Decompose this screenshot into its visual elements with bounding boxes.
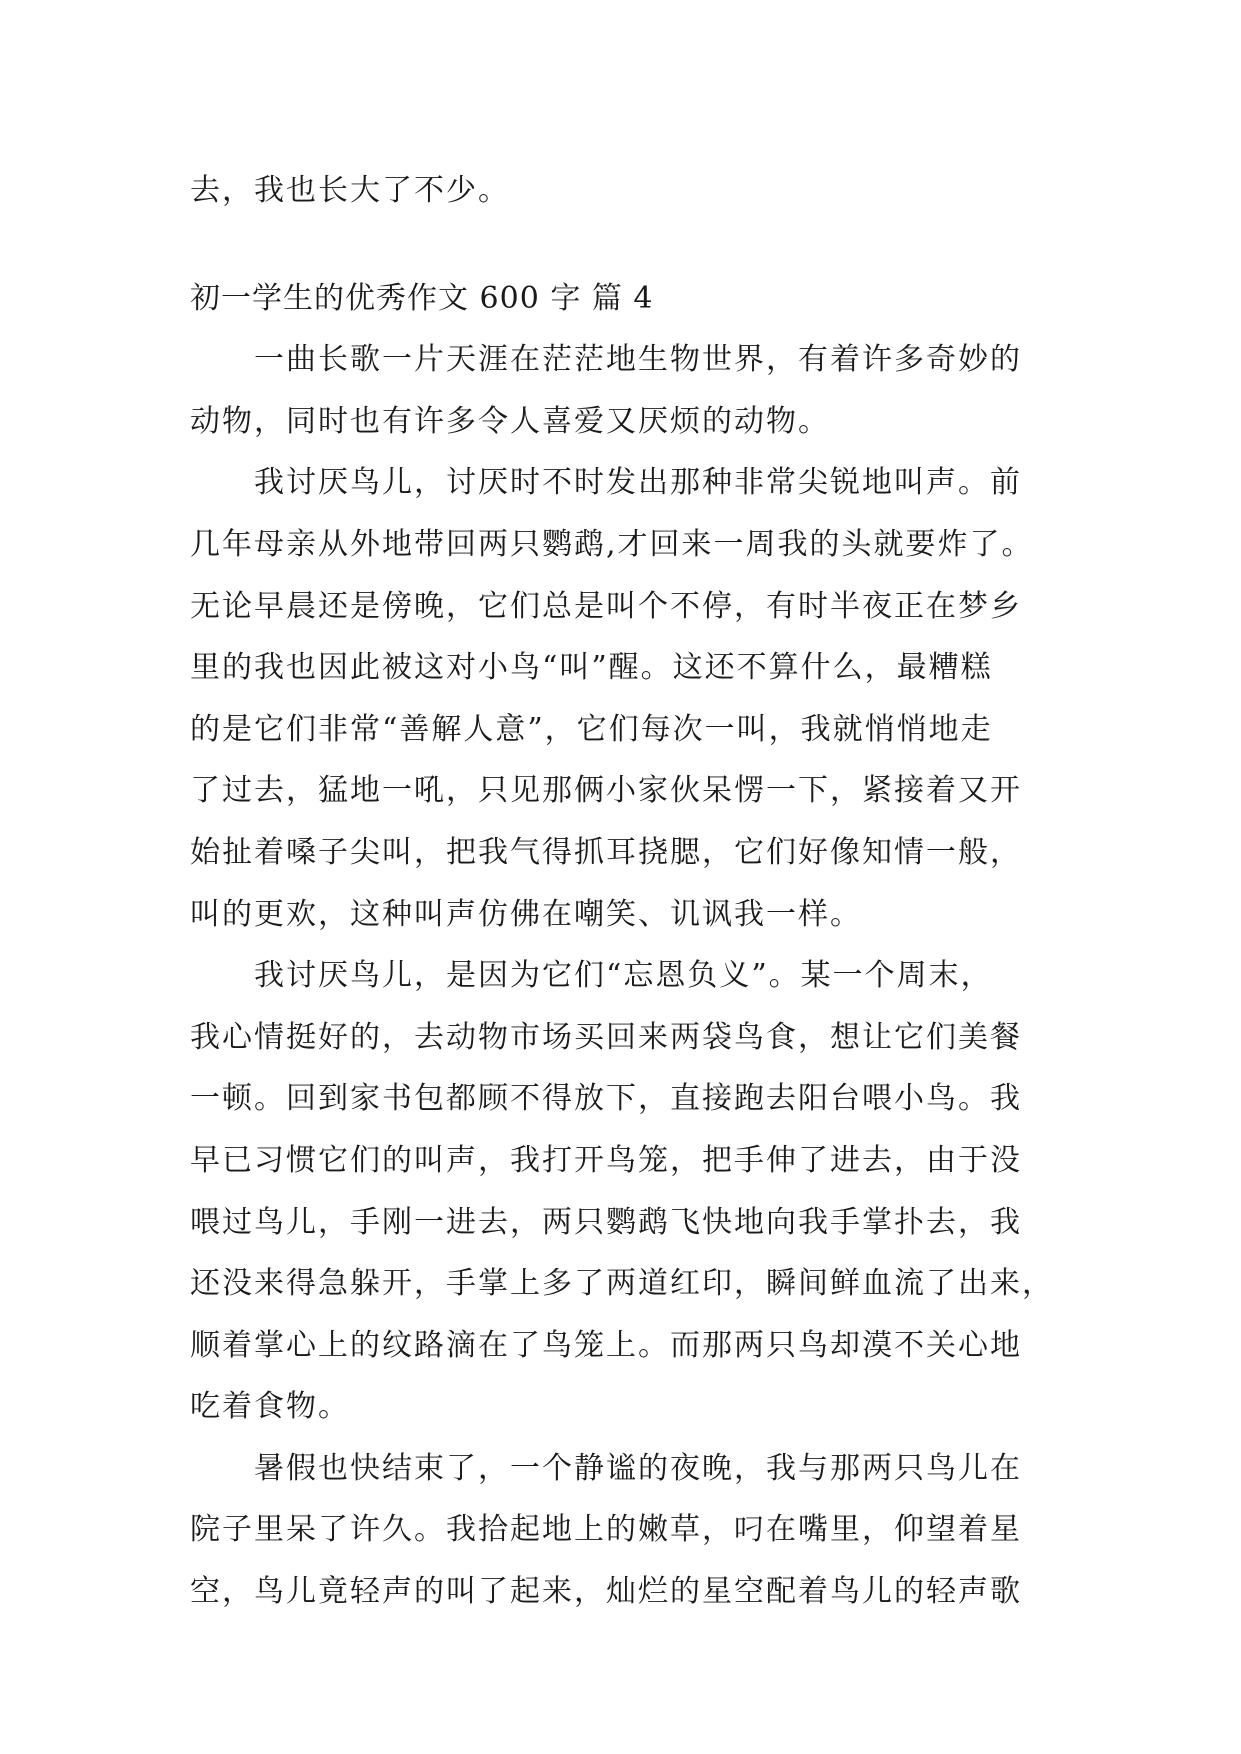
text-line: 我心情挺好的，去动物市场买回来两袋鸟食，想让它们美餐	[190, 1019, 1022, 1055]
paragraph-2	[190, 452, 1052, 945]
text-line: 始扯着嗓子尖叫，把我气得抓耳挠腮，它们好像知情一般，	[190, 834, 1022, 870]
text-line: 我讨厌鸟儿，讨厌时不时发出那种非常尖锐地叫声。前	[254, 465, 1022, 501]
text-line: 顺着掌心上的纹路滴在了鸟笼上。而那两只鸟却漠不关心地	[190, 1327, 1022, 1363]
text-line: 早已习惯它们的叫声，我打开鸟笼，把手伸了进去，由于没	[190, 1142, 1022, 1178]
text-line: 空，鸟儿竟轻声的叫了起来，灿烂的星空配着鸟儿的轻声歌	[190, 1574, 1022, 1610]
paragraph-1	[190, 329, 1052, 452]
text-line: 无论早晨还是傍晚，它们总是叫个不停，有时半夜正在梦乡	[190, 588, 1022, 624]
text-line: 动物，同时也有许多令人喜爱又厌烦的动物。	[190, 403, 830, 439]
text-line: 一曲长歌一片天涯在茫茫地生物世界，有着许多奇妙的	[254, 342, 1022, 378]
text-line: 的是它们非常“善解人意”，它们每次一叫，我就悄悄地走	[190, 711, 993, 747]
text-line: 吃着食物。	[190, 1389, 350, 1425]
essay-heading: 初一学生的优秀作文 600 字 篇 4	[190, 280, 654, 316]
text-line: 喂过鸟儿，手刚一进去，两只鹦鹉飞快地向我手掌扑去，我	[190, 1204, 1022, 1240]
text-line: 叫的更欢，这种叫声仿佛在嘲笑、讥讽我一样。	[190, 896, 862, 932]
text-line: 一顿。回到家书包都顾不得放下，直接跑去阳台喂小鸟。我	[190, 1081, 1022, 1117]
continuation-line: 去，我也长大了不少。	[190, 173, 510, 208]
paragraph-3	[190, 945, 1052, 1438]
text-line: 我讨厌鸟儿，是因为它们“忘恩负义”。某一个周末，	[254, 958, 993, 994]
section-gap	[190, 222, 1052, 268]
text-line: 几年母亲从外地带回两只鹦鹉,才回来一周我的头就要炸了。	[190, 526, 1034, 562]
text-line: 院子里呆了许久。我拾起地上的嫩草，叼在嘴里，仰望着星	[190, 1512, 1022, 1548]
paragraph-4	[190, 1438, 1052, 1623]
document-body	[190, 160, 1052, 1623]
text-line: 了过去，猛地一吼，只见那俩小家伙呆愣一下，紧接着又开	[190, 773, 1022, 809]
text-line: 暑假也快结束了，一个静谧的夜晚，我与那两只鸟儿在	[254, 1450, 1022, 1486]
text-line: 还没来得急躲开，手掌上多了两道红印，瞬间鲜血流了出来，	[190, 1266, 1054, 1302]
text-line: 里的我也因此被这对小鸟“叫”醒。这还不算什么，最糟糕	[190, 650, 993, 686]
